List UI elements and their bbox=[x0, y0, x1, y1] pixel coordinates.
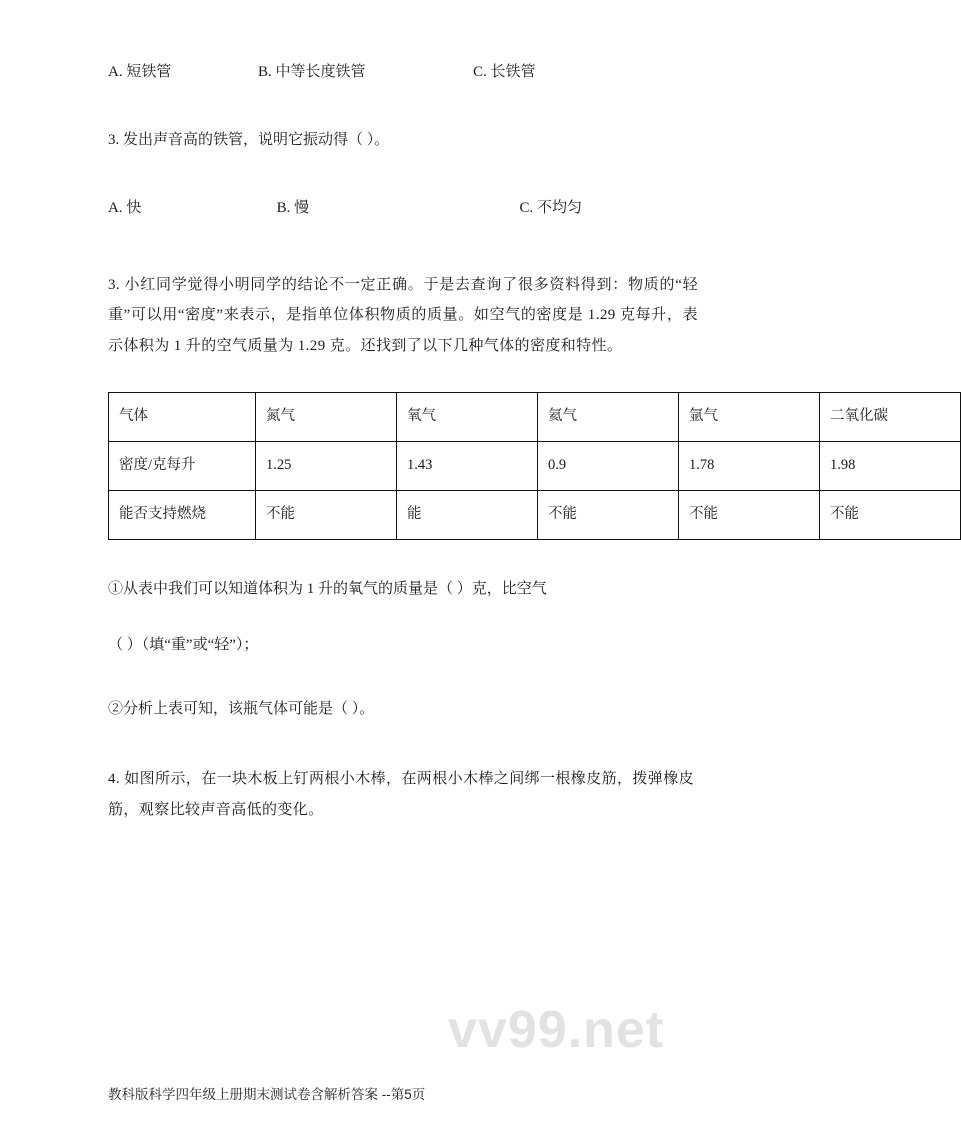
table-cell: 1.78 bbox=[679, 441, 820, 490]
option-c: C. 长铁管 bbox=[473, 64, 536, 80]
table-cell: 不能 bbox=[538, 490, 679, 539]
table-cell: 氮气 bbox=[256, 392, 397, 441]
table-cell: 二氧化碳 bbox=[820, 392, 961, 441]
table-row bbox=[109, 490, 961, 539]
option-c: C. 不均匀 bbox=[519, 199, 583, 216]
option-a: A. 短铁管 bbox=[108, 64, 172, 80]
sub-question-2: ②分析上表可知，该瓶气体可能是（ ）。 bbox=[108, 700, 375, 717]
question-3-stem: 3. 发出声音高的铁管，说明它振动得（ ）。 bbox=[108, 132, 390, 148]
watermark: vv99.net bbox=[448, 1001, 665, 1059]
option-b: B. 慢 bbox=[276, 199, 310, 216]
row-header: 能否支持燃烧 bbox=[109, 490, 256, 539]
table-cell: 0.9 bbox=[538, 441, 679, 490]
row-header: 气体 bbox=[109, 392, 256, 441]
question-2-options bbox=[108, 60, 698, 84]
page-footer: 教科版科学四年级上册期末测试卷含解析答案 --第5页 bbox=[108, 1087, 426, 1102]
sub-question-1b: （ ）（填“重”或“轻”）； bbox=[108, 636, 259, 653]
table-cell: 1.98 bbox=[820, 441, 961, 490]
table-cell: 不能 bbox=[256, 490, 397, 539]
question-3b-paragraph: 3. 小红同学觉得小明同学的结论不一定正确。于是去查询了很多资料得到：物质的“轻重”可以用“密度”来表示，是指单位体积物质的质量。如空气的密度是 1.29 克每升，表示体积为 1 升的空气质量为 1.29 克。还找到了以下几种气体的密度和特性。 bbox=[108, 276, 698, 354]
document-content bbox=[108, 60, 888, 825]
table-cell: 氦气 bbox=[538, 392, 679, 441]
sub-question-1: ①从表中我们可以知道体积为 1 升的氧气的质量是（ ）克，比空气 bbox=[108, 580, 547, 597]
option-a: A. 快 bbox=[108, 199, 142, 216]
table-row bbox=[109, 441, 961, 490]
table-cell: 1.25 bbox=[256, 441, 397, 490]
table-cell: 1.43 bbox=[397, 441, 538, 490]
question-3-options bbox=[108, 196, 698, 220]
table-cell: 氧气 bbox=[397, 392, 538, 441]
table-cell: 不能 bbox=[820, 490, 961, 539]
row-header: 密度/克每升 bbox=[109, 441, 256, 490]
table-cell: 能 bbox=[397, 490, 538, 539]
table-cell: 不能 bbox=[679, 490, 820, 539]
question-4: 4. 如图所示，在一块木板上钉两根小木棒，在两根小木棒之间绑一根橡皮筋，拨弹橡皮筋，观察比较声音高低的变化。 bbox=[108, 770, 695, 818]
gas-properties-table bbox=[108, 392, 961, 540]
option-b: B. 中等长度铁管 bbox=[258, 64, 366, 80]
table-cell: 氩气 bbox=[679, 392, 820, 441]
gas-table-wrapper bbox=[108, 392, 888, 540]
table-row bbox=[109, 392, 961, 441]
